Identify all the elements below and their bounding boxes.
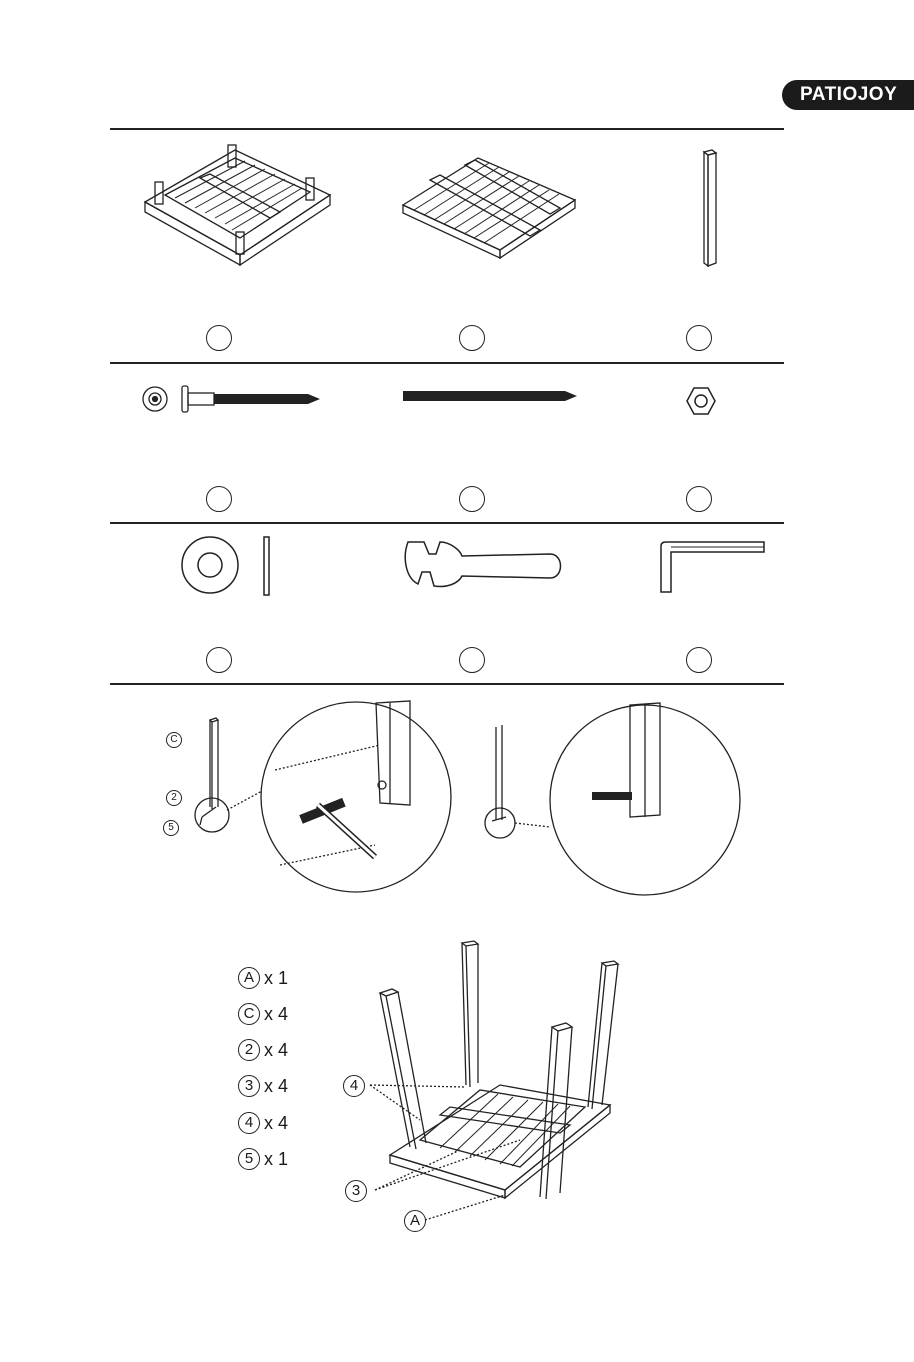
divider-row3	[110, 683, 784, 685]
legend-id: 5	[238, 1148, 260, 1170]
legend-id: 2	[238, 1039, 260, 1061]
step-detail-illustration	[190, 695, 750, 905]
legend-id: A	[238, 967, 260, 989]
legend-qty: x 4	[264, 1039, 289, 1060]
legend-qty: x 4	[264, 1075, 289, 1096]
allen-key-icon	[658, 540, 768, 596]
tabletop-frame-icon	[140, 140, 340, 270]
part-circle-1	[206, 325, 232, 351]
legend-id: 3	[238, 1075, 260, 1097]
part-circle-3	[686, 325, 712, 351]
leg-icon	[700, 148, 720, 268]
part-circle-8	[459, 647, 485, 673]
part-circle-9	[686, 647, 712, 673]
legend-row-3	[238, 1073, 288, 1099]
legend-qty: x 4	[264, 1003, 289, 1024]
callout-tabletop: A	[404, 1210, 426, 1232]
divider-row2	[110, 522, 784, 524]
legend-row-2	[238, 1037, 288, 1063]
brand-logo: PATIOJOY	[782, 80, 914, 110]
slat-panel-icon	[400, 150, 580, 265]
double-bolt-icon	[403, 388, 578, 404]
divider-row1	[110, 362, 784, 364]
callout-tool: 5	[163, 820, 179, 836]
legend-id: 4	[238, 1112, 260, 1134]
legend-id: C	[238, 1003, 260, 1025]
part-circle-4	[206, 486, 232, 512]
legend-qty: x 4	[264, 1112, 289, 1133]
nut-icon	[685, 385, 717, 417]
part-circle-2	[459, 325, 485, 351]
legend-row-5	[238, 1146, 288, 1172]
screw-icon	[138, 382, 328, 416]
legend-row-4	[238, 1110, 288, 1136]
divider-top	[110, 128, 784, 130]
washer-icon	[180, 534, 275, 598]
callout-nut-washer: 4	[343, 1075, 365, 1097]
part-circle-7	[206, 647, 232, 673]
legend-qty: x 1	[264, 1148, 289, 1169]
callout-bolt: 2	[166, 790, 182, 806]
part-circle-6	[686, 486, 712, 512]
assembled-table-illustration	[380, 935, 620, 1215]
part-circle-5	[459, 486, 485, 512]
legend-row-C	[238, 1001, 288, 1027]
legend-row-A	[238, 965, 288, 991]
legend-qty: x 1	[264, 967, 289, 988]
callout-screw: 3	[345, 1180, 367, 1202]
wrench-icon	[402, 536, 570, 588]
callout-leg: C	[166, 732, 182, 748]
